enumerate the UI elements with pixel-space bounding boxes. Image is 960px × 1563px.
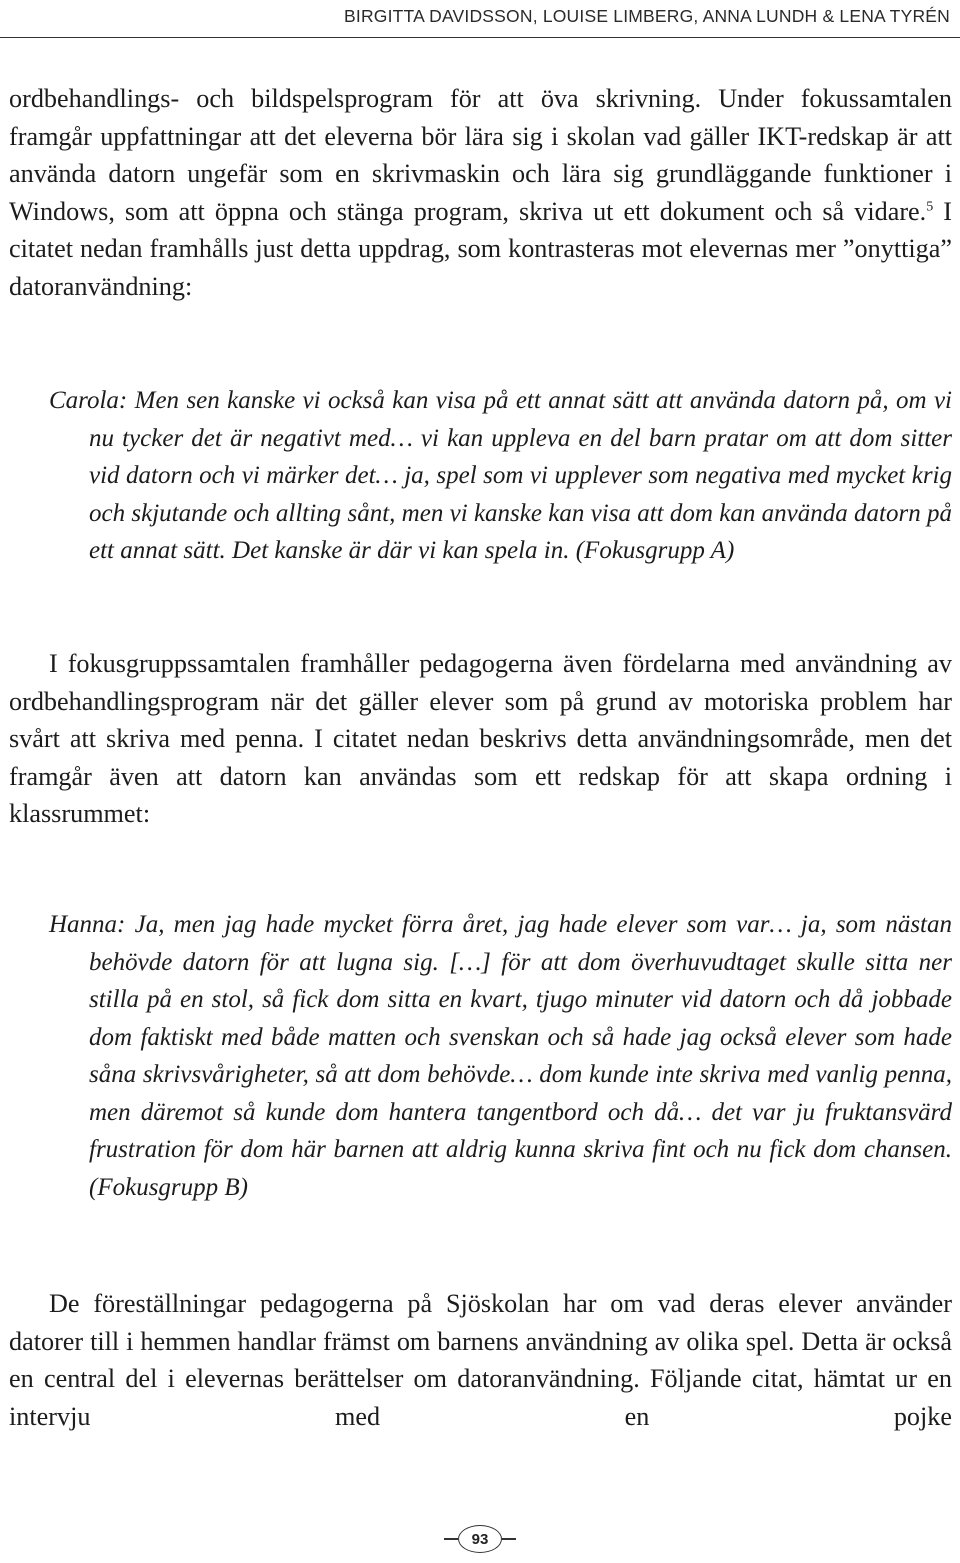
quote-paragraph-1	[9, 382, 952, 570]
page-body	[9, 80, 952, 305]
block-quote-carola	[9, 382, 952, 570]
running-header	[0, 0, 960, 38]
body-paragraph-1-text: ordbehandlings- och bildspelsprogram för att öva skrivning. Under fokussamtalen framgår uppfattningar att det eleverna bör lära sig i skolan vad gäller IKT-redskap är att använda datorn ungefär som en skrivmaskin och lära sig grundläggande funktioner i Windows, som att öppna och stänga program, skriva ut ett dokument och så vidare.	[9, 84, 952, 226]
quote-speaker-hanna: Hanna:	[49, 911, 126, 938]
body-section-3	[9, 1285, 952, 1435]
quote-speaker-carola: Carola:	[49, 387, 128, 414]
body-paragraph-1-continuation: I citatet nedan framhålls just detta uppdrag, som kontrasteras mot elevernas mer ”onyttiga” datoranvändning:	[9, 196, 952, 301]
running-header-title: BIRGITTA DAVIDSSON, LOUISE LIMBERG, ANNA LUNDH & LENA TYRÉN	[344, 6, 950, 26]
page-number-rule-left	[444, 1538, 458, 1540]
page-number-badge	[0, 1522, 960, 1556]
body-paragraph-1	[9, 80, 952, 305]
quote-paragraph-2	[9, 906, 952, 1206]
body-paragraph-3: De föreställningar pedagogerna på Sjöskolan har om vad deras elever använder datorer till i hemmen handlar främst om barnens användning av olika spel. Detta är också en central del i elevernas berättelser om datoranvändning. Följande citat, hämtat ur en intervju med en pojke	[9, 1289, 952, 1431]
body-paragraph-2: I fokusgruppssamtalen framhåller pedagogerna även fördelarna med användning av ordbehandlingsprogram när det gäller elever som på grund av motoriska problem har svårt att skriva med penna. I citatet nedan beskrivs detta användningsområde, men det framgår även att datorn kan användas som ett redskap för att skapa ordning i klassrummet:	[9, 649, 952, 828]
page-number-rule-right	[502, 1538, 516, 1540]
body-section-2	[9, 645, 952, 833]
block-quote-hanna	[9, 906, 952, 1206]
footnote-marker[interactable]: 5	[926, 198, 934, 214]
quote-text-hanna: Ja, men jag hade mycket förra året, jag hade elever som var… ja, som nästan behövde datorn för att lugna sig. […] för att dom överhuvudtaget skulle sitta ner stilla på en stol, så fick dom sitta en kvart, tjugo minuter vid datorn och då jobbade dom faktiskt med både matten och svenskan och så hade jag också elever som hade såna skrivsvårigheter, så att dom behövde… dom kunde inte skriva med vanlig penna, men däremot så kunde dom hantera tangentbord och då… det var ju fruktansvärd frustration för dom här barnen att aldrig kunna skriva fint och nu fick dom chansen. (Fokusgrupp B)	[89, 911, 952, 1201]
quote-text-carola: Men sen kanske vi också kan visa på ett annat sätt att använda datorn på, om vi nu tycker det är negativt med… vi kan uppleva en del barn pratar om att dom sitter vid datorn och vi märker det… ja, spel som vi upplever som negativa med mycket krig och skjutande och allting sånt, men vi kanske kan visa att dom kan använda datorn på ett annat sätt. Det kanske är där vi kan spela in. (Fokusgrupp A)	[89, 387, 952, 564]
page-number: 93	[458, 1525, 502, 1553]
